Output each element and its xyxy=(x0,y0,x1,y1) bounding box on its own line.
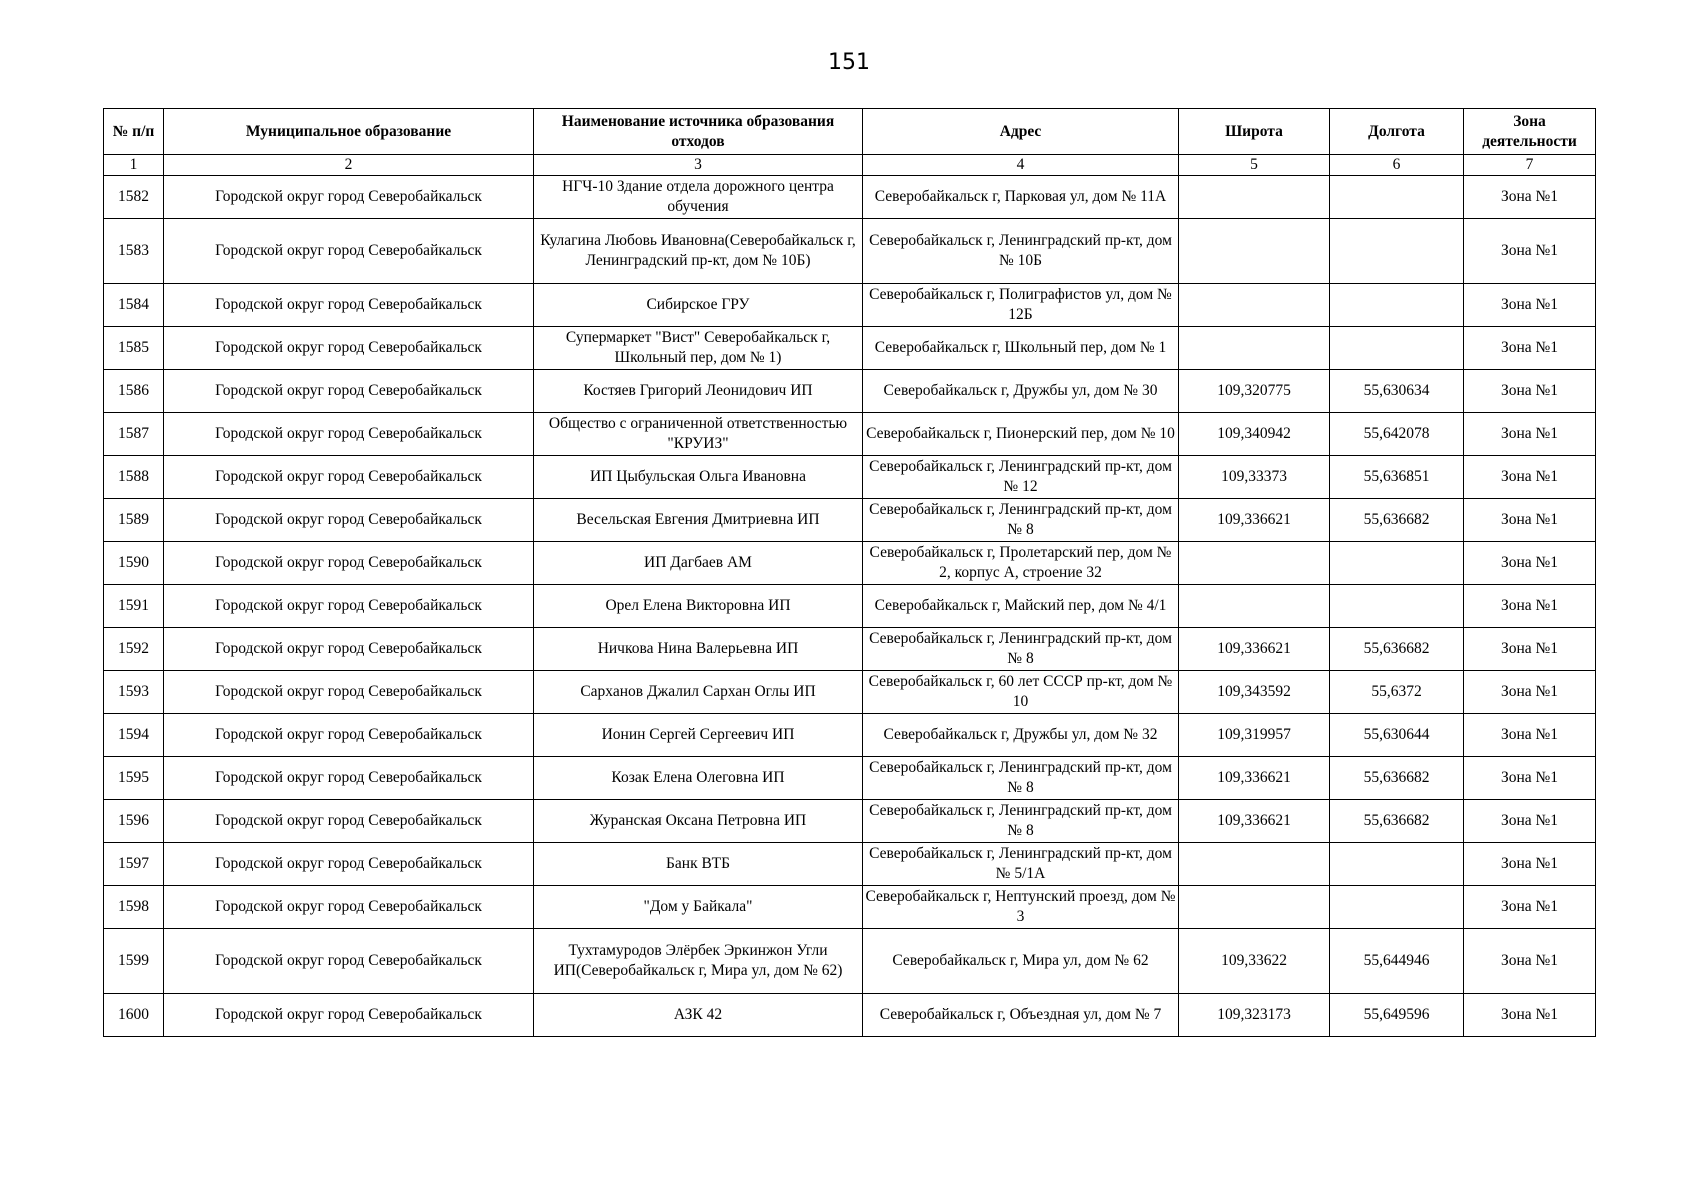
row-num: 1592 xyxy=(104,628,164,671)
row-municipality: Городской округ город Северобайкальск xyxy=(164,886,534,929)
header-longitude: Долгота xyxy=(1330,109,1464,155)
row-municipality: Городской округ город Северобайкальск xyxy=(164,176,534,219)
row-num: 1596 xyxy=(104,800,164,843)
row-address: Северобайкальск г, Майский пер, дом № 4/1 xyxy=(863,585,1179,628)
row-source: АЗК 42 xyxy=(534,994,863,1037)
row-source: Тухтамуродов Элёрбек Эркинжон Угли ИП(Северобайкальск г, Мира ул, дом № 62) xyxy=(534,929,863,994)
column-number: 4 xyxy=(863,155,1179,176)
row-source: Банк ВТБ xyxy=(534,843,863,886)
column-number: 6 xyxy=(1330,155,1464,176)
row-num: 1589 xyxy=(104,499,164,542)
row-zone: Зона №1 xyxy=(1464,327,1596,370)
row-source: Журанская Оксана Петровна ИП xyxy=(534,800,863,843)
row-latitude: 109,343592 xyxy=(1179,671,1330,714)
table-row xyxy=(104,542,1596,585)
row-source: НГЧ-10 Здание отдела дорожного центра обучения xyxy=(534,176,863,219)
row-num: 1588 xyxy=(104,456,164,499)
row-longitude xyxy=(1330,176,1464,219)
row-latitude: 109,336621 xyxy=(1179,499,1330,542)
row-source: Орел Елена Викторовна ИП xyxy=(534,585,863,628)
row-address: Северобайкальск г, Объездная ул, дом № 7 xyxy=(863,994,1179,1037)
row-zone: Зона №1 xyxy=(1464,413,1596,456)
row-zone: Зона №1 xyxy=(1464,757,1596,800)
row-longitude xyxy=(1330,843,1464,886)
row-longitude: 55,636851 xyxy=(1330,456,1464,499)
row-zone: Зона №1 xyxy=(1464,671,1596,714)
row-zone: Зона №1 xyxy=(1464,628,1596,671)
row-longitude: 55,630634 xyxy=(1330,370,1464,413)
row-num: 1590 xyxy=(104,542,164,585)
row-longitude xyxy=(1330,284,1464,327)
row-num: 1583 xyxy=(104,219,164,284)
row-address: Северобайкальск г, Полиграфистов ул, дом № 12Б xyxy=(863,284,1179,327)
row-longitude xyxy=(1330,542,1464,585)
row-address: Северобайкальск г, Школьный пер, дом № 1 xyxy=(863,327,1179,370)
column-number: 2 xyxy=(164,155,534,176)
row-num: 1584 xyxy=(104,284,164,327)
row-num: 1595 xyxy=(104,757,164,800)
row-municipality: Городской округ город Северобайкальск xyxy=(164,456,534,499)
row-latitude xyxy=(1179,886,1330,929)
row-longitude xyxy=(1330,219,1464,284)
table-row xyxy=(104,714,1596,757)
row-latitude: 109,33622 xyxy=(1179,929,1330,994)
column-number: 1 xyxy=(104,155,164,176)
row-zone: Зона №1 xyxy=(1464,585,1596,628)
row-num: 1591 xyxy=(104,585,164,628)
row-municipality: Городской округ город Северобайкальск xyxy=(164,671,534,714)
row-zone: Зона №1 xyxy=(1464,886,1596,929)
table-row xyxy=(104,994,1596,1037)
row-source: Сарханов Джалил Сархан Оглы ИП xyxy=(534,671,863,714)
row-longitude xyxy=(1330,585,1464,628)
row-num: 1587 xyxy=(104,413,164,456)
row-zone: Зона №1 xyxy=(1464,929,1596,994)
table-row xyxy=(104,886,1596,929)
row-latitude: 109,319957 xyxy=(1179,714,1330,757)
row-municipality: Городской округ город Северобайкальск xyxy=(164,327,534,370)
row-latitude: 109,336621 xyxy=(1179,757,1330,800)
row-num: 1582 xyxy=(104,176,164,219)
row-latitude: 109,33373 xyxy=(1179,456,1330,499)
table-row xyxy=(104,499,1596,542)
row-address: Северобайкальск г, Ленинградский пр-кт, дом № 8 xyxy=(863,800,1179,843)
row-num: 1586 xyxy=(104,370,164,413)
row-source: Супермаркет "Вист" Северобайкальск г, Школьный пер, дом № 1) xyxy=(534,327,863,370)
row-municipality: Городской округ город Северобайкальск xyxy=(164,843,534,886)
row-longitude: 55,636682 xyxy=(1330,757,1464,800)
row-source: Сибирское ГРУ xyxy=(534,284,863,327)
table-row xyxy=(104,219,1596,284)
column-number: 3 xyxy=(534,155,863,176)
row-latitude: 109,323173 xyxy=(1179,994,1330,1037)
row-zone: Зона №1 xyxy=(1464,219,1596,284)
table-row xyxy=(104,757,1596,800)
row-source: "Дом у Байкала" xyxy=(534,886,863,929)
row-address: Северобайкальск г, Ленинградский пр-кт, дом № 5/1А xyxy=(863,843,1179,886)
row-source: Весельская Евгения Дмитриевна ИП xyxy=(534,499,863,542)
table-row xyxy=(104,456,1596,499)
row-source: Кулагина Любовь Ивановна(Северобайкальск г, Ленинградский пр-кт, дом № 10Б) xyxy=(534,219,863,284)
waste-sources-table xyxy=(103,108,1596,1037)
row-latitude: 109,336621 xyxy=(1179,800,1330,843)
row-longitude xyxy=(1330,327,1464,370)
header-address: Адрес xyxy=(863,109,1179,155)
column-number: 7 xyxy=(1464,155,1596,176)
row-latitude: 109,340942 xyxy=(1179,413,1330,456)
table-row xyxy=(104,370,1596,413)
row-municipality: Городской округ город Северобайкальск xyxy=(164,585,534,628)
table-row xyxy=(104,585,1596,628)
row-address: Северобайкальск г, Ленинградский пр-кт, дом № 8 xyxy=(863,499,1179,542)
row-latitude xyxy=(1179,843,1330,886)
row-municipality: Городской округ город Северобайкальск xyxy=(164,499,534,542)
row-num: 1585 xyxy=(104,327,164,370)
row-zone: Зона №1 xyxy=(1464,843,1596,886)
table-row xyxy=(104,843,1596,886)
row-address: Северобайкальск г, Пролетарский пер, дом № 2, корпус А, строение 32 xyxy=(863,542,1179,585)
row-num: 1599 xyxy=(104,929,164,994)
row-municipality: Городской округ город Северобайкальск xyxy=(164,370,534,413)
row-source: ИП Цыбульская Ольга Ивановна xyxy=(534,456,863,499)
row-latitude xyxy=(1179,542,1330,585)
row-num: 1597 xyxy=(104,843,164,886)
row-municipality: Городской округ город Северобайкальск xyxy=(164,413,534,456)
row-longitude: 55,649596 xyxy=(1330,994,1464,1037)
row-latitude xyxy=(1179,284,1330,327)
row-address: Северобайкальск г, Ленинградский пр-кт, дом № 10Б xyxy=(863,219,1179,284)
row-municipality: Городской округ город Северобайкальск xyxy=(164,714,534,757)
header-municipality: Муниципальное образование xyxy=(164,109,534,155)
row-num: 1594 xyxy=(104,714,164,757)
row-zone: Зона №1 xyxy=(1464,456,1596,499)
row-latitude: 109,336621 xyxy=(1179,628,1330,671)
row-address: Северобайкальск г, 60 лет СССР пр-кт, дом № 10 xyxy=(863,671,1179,714)
row-zone: Зона №1 xyxy=(1464,542,1596,585)
row-municipality: Городской округ город Северобайкальск xyxy=(164,219,534,284)
row-latitude xyxy=(1179,176,1330,219)
row-longitude: 55,636682 xyxy=(1330,628,1464,671)
row-latitude xyxy=(1179,327,1330,370)
table-row xyxy=(104,929,1596,994)
row-zone: Зона №1 xyxy=(1464,800,1596,843)
table-row xyxy=(104,671,1596,714)
table-row xyxy=(104,327,1596,370)
row-address: Северобайкальск г, Ленинградский пр-кт, дом № 12 xyxy=(863,456,1179,499)
table-row xyxy=(104,413,1596,456)
row-source: ИП Дагбаев АМ xyxy=(534,542,863,585)
row-address: Северобайкальск г, Ленинградский пр-кт, дом № 8 xyxy=(863,628,1179,671)
row-longitude: 55,644946 xyxy=(1330,929,1464,994)
row-latitude: 109,320775 xyxy=(1179,370,1330,413)
table-row xyxy=(104,284,1596,327)
row-num: 1593 xyxy=(104,671,164,714)
row-municipality: Городской округ город Северобайкальск xyxy=(164,757,534,800)
row-num: 1600 xyxy=(104,994,164,1037)
row-municipality: Городской округ город Северобайкальск xyxy=(164,542,534,585)
row-address: Северобайкальск г, Мира ул, дом № 62 xyxy=(863,929,1179,994)
row-address: Северобайкальск г, Дружбы ул, дом № 30 xyxy=(863,370,1179,413)
row-longitude: 55,636682 xyxy=(1330,800,1464,843)
row-source: Ничкова Нина Валерьевна ИП xyxy=(534,628,863,671)
row-zone: Зона №1 xyxy=(1464,176,1596,219)
row-source: Козак Елена Олеговна ИП xyxy=(534,757,863,800)
row-municipality: Городской округ город Северобайкальск xyxy=(164,628,534,671)
row-num: 1598 xyxy=(104,886,164,929)
row-source: Костяев Григорий Леонидович ИП xyxy=(534,370,863,413)
row-municipality: Городской округ город Северобайкальск xyxy=(164,929,534,994)
row-source: Общество с ограниченной ответственностью "КРУИЗ" xyxy=(534,413,863,456)
row-address: Северобайкальск г, Дружбы ул, дом № 32 xyxy=(863,714,1179,757)
row-zone: Зона №1 xyxy=(1464,370,1596,413)
column-numbers-row xyxy=(104,155,1596,176)
row-zone: Зона №1 xyxy=(1464,284,1596,327)
header-num: № п/п xyxy=(104,109,164,155)
row-zone: Зона №1 xyxy=(1464,499,1596,542)
table-row xyxy=(104,176,1596,219)
row-municipality: Городской округ город Северобайкальск xyxy=(164,800,534,843)
row-zone: Зона №1 xyxy=(1464,994,1596,1037)
row-address: Северобайкальск г, Ленинградский пр-кт, дом № 8 xyxy=(863,757,1179,800)
row-latitude xyxy=(1179,585,1330,628)
row-longitude xyxy=(1330,886,1464,929)
row-address: Северобайкальск г, Пионерский пер, дом № 10 xyxy=(863,413,1179,456)
row-longitude: 55,6372 xyxy=(1330,671,1464,714)
row-zone: Зона №1 xyxy=(1464,714,1596,757)
row-longitude: 55,630644 xyxy=(1330,714,1464,757)
row-longitude: 55,642078 xyxy=(1330,413,1464,456)
header-source: Наименование источника образования отходов xyxy=(534,109,863,155)
page-number: 151 xyxy=(828,50,870,75)
row-longitude: 55,636682 xyxy=(1330,499,1464,542)
table-header-row xyxy=(104,109,1596,155)
table-row xyxy=(104,800,1596,843)
row-address: Северобайкальск г, Парковая ул, дом № 11А xyxy=(863,176,1179,219)
row-latitude xyxy=(1179,219,1330,284)
header-zone: Зона деятельности xyxy=(1464,109,1596,155)
table-row xyxy=(104,628,1596,671)
column-number: 5 xyxy=(1179,155,1330,176)
row-municipality: Городской округ город Северобайкальск xyxy=(164,284,534,327)
row-source: Ионин Сергей Сергеевич ИП xyxy=(534,714,863,757)
header-latitude: Широта xyxy=(1179,109,1330,155)
row-municipality: Городской округ город Северобайкальск xyxy=(164,994,534,1037)
row-address: Северобайкальск г, Нептунский проезд, дом № 3 xyxy=(863,886,1179,929)
